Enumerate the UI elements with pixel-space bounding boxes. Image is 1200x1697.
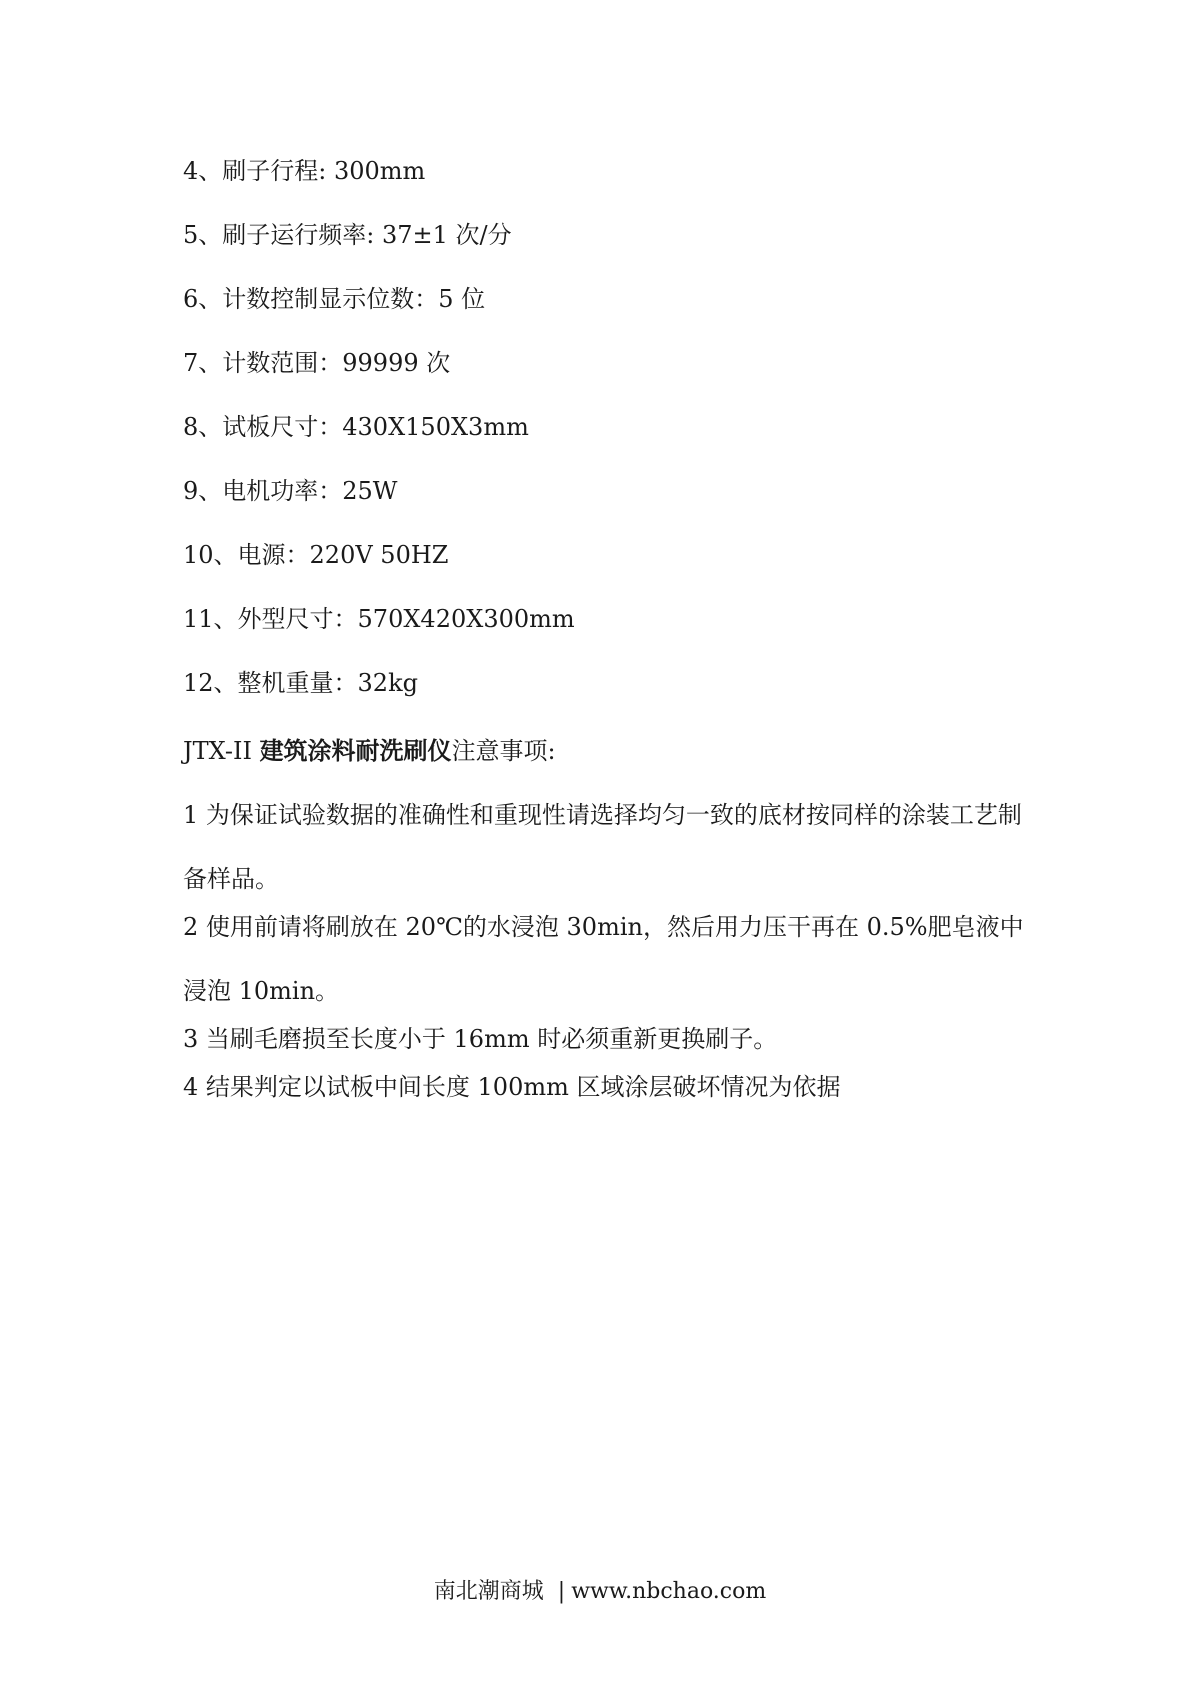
page-footer bbox=[0, 1577, 1200, 1607]
notes-heading bbox=[183, 735, 556, 767]
spec-item-panel-size: 8、试板尺寸：430X150X3mm bbox=[183, 413, 529, 441]
spec-list bbox=[183, 155, 575, 731]
spec-item-counter-digits: 6、计数控制显示位数：5 位 bbox=[183, 285, 486, 313]
spec-item-dimensions: 11、外型尺寸：570X420X300mm bbox=[183, 605, 575, 633]
spec-item-count-range: 7、计数范围：99999 次 bbox=[183, 349, 451, 377]
spec-item-power-supply: 10、电源：220V 50HZ bbox=[183, 541, 449, 569]
notes-heading-product: 建筑涂料耐洗刷仪 bbox=[259, 736, 452, 765]
note-item-brush-soak: 2 使用前请将刷放在 20℃的水浸泡 30min，然后用力压干再在 0.5%肥皂液中浸泡 10min。 bbox=[183, 913, 1024, 1005]
spec-item-motor-power: 9、电机功率：25W bbox=[183, 477, 398, 505]
notes-list bbox=[183, 799, 1033, 1119]
notes-heading-model: JTX-II bbox=[183, 737, 260, 765]
footer-url: www.nbchao.com bbox=[571, 1579, 767, 1604]
note-item-result-criteria: 4 结果判定以试板中间长度 100mm 区域涂层破坏情况为依据 bbox=[183, 1073, 841, 1101]
spec-item-brush-stroke: 4、刷子行程: 300mm bbox=[183, 157, 426, 185]
notes-heading-suffix: 注意事项: bbox=[451, 737, 556, 765]
spec-item-weight: 12、整机重量：32kg bbox=[183, 669, 418, 697]
note-item-sample-prep: 1 为保证试验数据的准确性和重现性请选择均匀一致的底材按同样的涂装工艺制备样品。 bbox=[183, 801, 1022, 893]
footer-site-name: 南北潮商城 bbox=[433, 1579, 544, 1604]
footer-separator: | bbox=[557, 1579, 566, 1604]
note-item-brush-replace: 3 当刷毛磨损至长度小于 16mm 时必须重新更换刷子。 bbox=[183, 1025, 778, 1053]
spec-item-brush-frequency: 5、刷子运行频率: 37±1 次/分 bbox=[183, 221, 512, 249]
